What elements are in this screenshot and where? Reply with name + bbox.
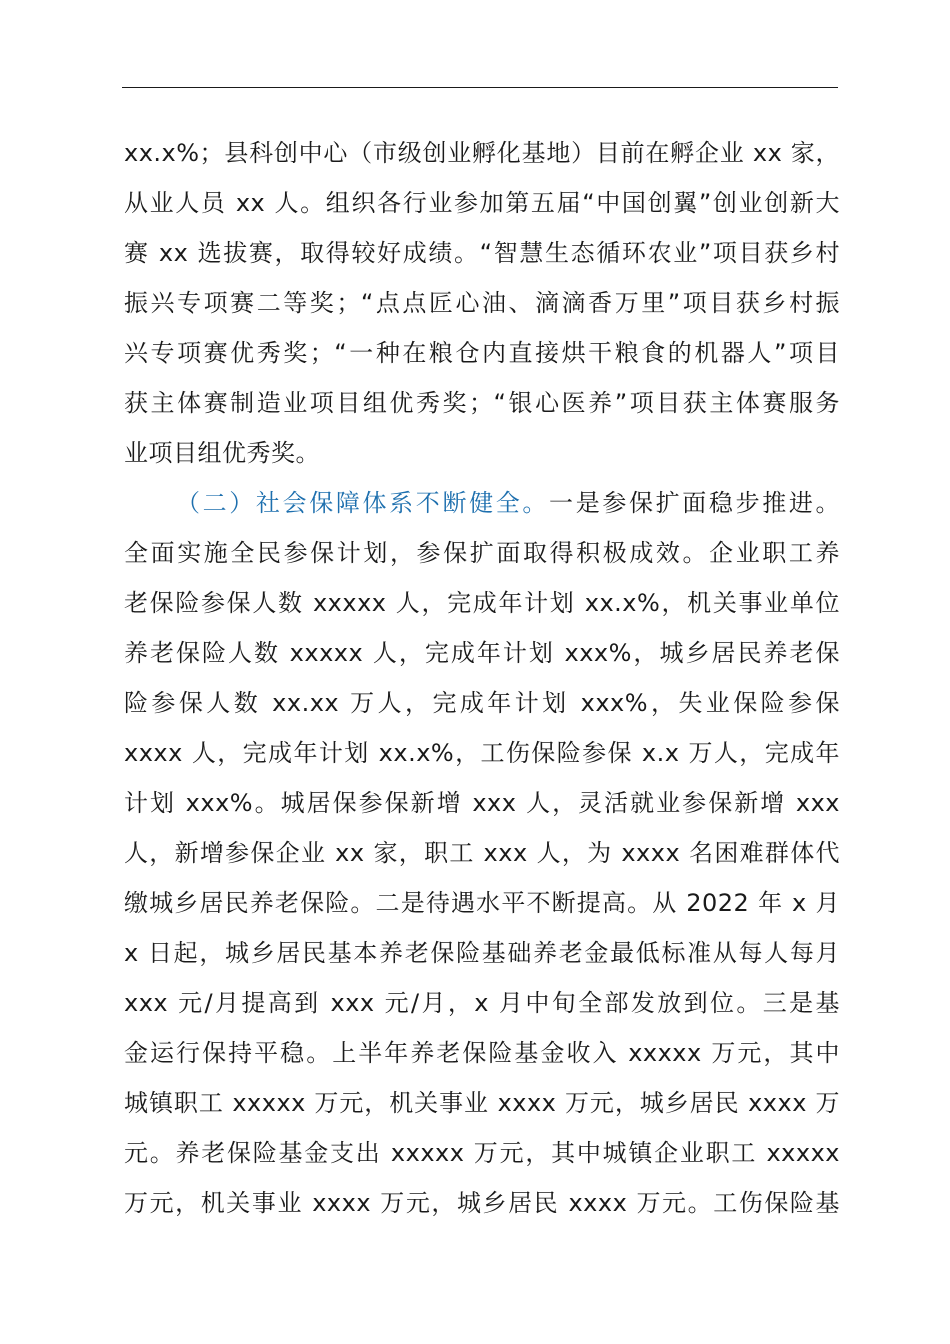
section-heading: （二）社会保障体系不断健全。 [176, 489, 550, 517]
text-line: 老保险参保人数 xxxxx 人，完成年计划 xx.x%，机关事业单位 [124, 589, 840, 617]
document-body [124, 128, 840, 1228]
paragraph-1 [124, 128, 840, 478]
text-line: xx.x%；县科创中心（市级创业孵化基地）目前在孵企业 xx 家， [124, 139, 840, 167]
text-line: 从业人员 xx 人。组织各行业参加第五届“中国创翼”创业创新大 [124, 189, 840, 217]
text-line: xxx 元/月提高到 xxx 元/月，x 月中旬全部发放到位。三是基 [124, 989, 840, 1017]
text-line: 振兴专项赛二等奖；“点点匠心油、滴滴香万里”项目获乡村振 [124, 289, 840, 317]
text-line: 获主体赛制造业项目组优秀奖；“银心医养”项目获主体赛服务 [124, 389, 840, 417]
section-first-line [124, 478, 840, 528]
text-line: 全面实施全民参保计划，参保扩面取得积极成效。企业职工养 [124, 539, 840, 567]
text-line: x 日起，城乡居民基本养老保险基础养老金最低标准从每人每月 [124, 939, 840, 967]
text-line: 计划 xxx%。城居保参保新增 xxx 人，灵活就业参保新增 xxx [124, 789, 840, 817]
text-line: 万元，机关事业 xxxx 万元，城乡居民 xxxx 万元。工伤保险基 [124, 1189, 840, 1217]
text-line: 城镇职工 xxxxx 万元，机关事业 xxxx 万元，城乡居民 xxxx 万 [124, 1089, 840, 1117]
text-line: 养老保险人数 xxxxx 人，完成年计划 xxx%，城乡居民养老保 [124, 639, 840, 667]
text-line: 赛 xx 选拔赛，取得较好成绩。“智慧生态循环农业”项目获乡村 [124, 239, 840, 267]
paragraph-2 [124, 478, 840, 1228]
text-line: 险参保人数 xx.xx 万人，完成年计划 xxx%，失业保险参保 [124, 689, 840, 717]
section-first-line-text: 一是参保扩面稳步推进。 [549, 489, 841, 517]
text-line: 元。养老保险基金支出 xxxxx 万元，其中城镇企业职工 xxxxx [124, 1139, 840, 1167]
header-rule [122, 87, 838, 88]
text-line: 兴专项赛优秀奖；“一种在粮仓内直接烘干粮食的机器人”项目 [124, 339, 840, 367]
text-line: 人，新增参保企业 xx 家，职工 xxx 人，为 xxxx 名困难群体代 [124, 839, 840, 867]
text-line: xxxx 人，完成年计划 xx.x%，工伤保险参保 x.x 万人，完成年 [124, 739, 840, 767]
text-line: 金运行保持平稳。上半年养老保险基金收入 xxxxx 万元，其中 [124, 1039, 840, 1067]
text-line: 业项目组优秀奖。 [124, 439, 320, 467]
text-line: 缴城乡居民养老保险。二是待遇水平不断提高。从 2022 年 x 月 [124, 889, 840, 917]
